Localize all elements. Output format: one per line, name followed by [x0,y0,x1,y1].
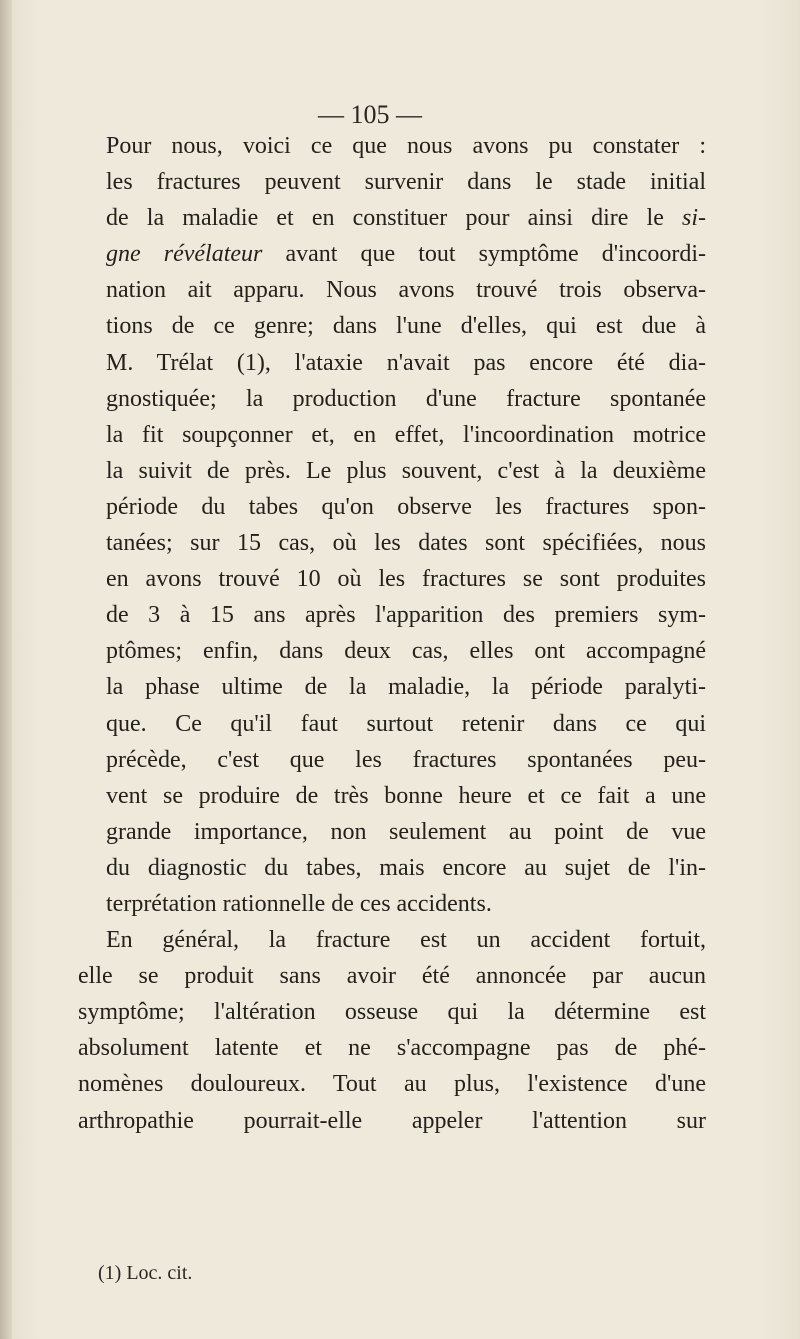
text-line: terprétation rationnelle de ces accidents. [106,890,492,917]
text-line: grande importance, non seulement au point de vue [106,818,706,845]
body-text [78,128,706,1139]
text-line: nomènes douloureux. Tout au plus, l'existence d'une [78,1071,706,1098]
text-line: que. Ce qu'il faut surtout retenir dans ce qui [106,710,706,737]
text-line: la suivit de près. Le plus souvent, c'est à la deuxième [106,457,706,484]
text-line: tions de ce genre; dans l'une d'elles, qui est due à [106,313,706,340]
text-line: les fractures peuvent survenir dans le stade initial [106,169,706,196]
text-line: de 3 à 15 ans après l'apparition des premiers sym- [106,602,706,629]
italic-segment: si- [682,205,707,232]
text-line: la fit soupçonner et, en effet, l'incoordination motrice [106,421,706,448]
text-line: gnostiquée; la production d'une fracture spontanée [106,385,706,412]
text-line: en avons trouvé 10 où les fractures se sont produites [106,566,706,593]
text-line: période du tabes qu'on observe les fractures spon- [106,493,706,520]
text-line: nation ait apparu. Nous avons trouvé trois observa- [106,277,706,304]
text-line: arthropathie pourrait-elle appeler l'attention sur [78,1107,706,1134]
italic-segment: gne révélateur [106,241,263,268]
text-segment: de la maladie et en constituer pour ainsi dire le [106,205,664,232]
text-line: tanées; sur 15 cas, où les dates sont spécifiées, nous [106,530,706,557]
text-line [78,200,706,236]
text-line: la phase ultime de la maladie, la période paralyti- [106,674,706,701]
text-line: du diagnostic du tabes, mais encore au sujet de l'in- [106,854,706,881]
text-segment: avant que tout symptôme d'incoordi- [285,241,706,268]
paragraph-1 [78,128,706,922]
text-line: M. Trélat (1), l'ataxie n'avait pas encore été dia- [106,349,706,376]
text-line: En général, la fracture est un accident fortuit, [106,927,706,954]
text-line: précède, c'est que les fractures spontanées peu- [106,746,706,773]
footnote: (1) Loc. cit. [98,1262,193,1284]
page-number: — 105 — [318,100,422,129]
text-line [78,236,706,272]
text-line: absolument latente et ne s'accompagne pas de phé- [78,1035,706,1062]
text-line: vent se produire de très bonne heure et ce fait a une [106,782,706,809]
text-line: Pour nous, voici ce que nous avons pu constater : [106,133,706,159]
text-line: elle se produit sans avoir été annoncée par aucun [78,963,706,990]
paragraph-2 [78,922,706,1139]
text-line: ptômes; enfin, dans deux cas, elles ont accompagné [106,638,706,665]
page-binding-edge [0,0,12,1339]
text-line: symptôme; l'altération osseuse qui la détermine est [78,999,706,1026]
